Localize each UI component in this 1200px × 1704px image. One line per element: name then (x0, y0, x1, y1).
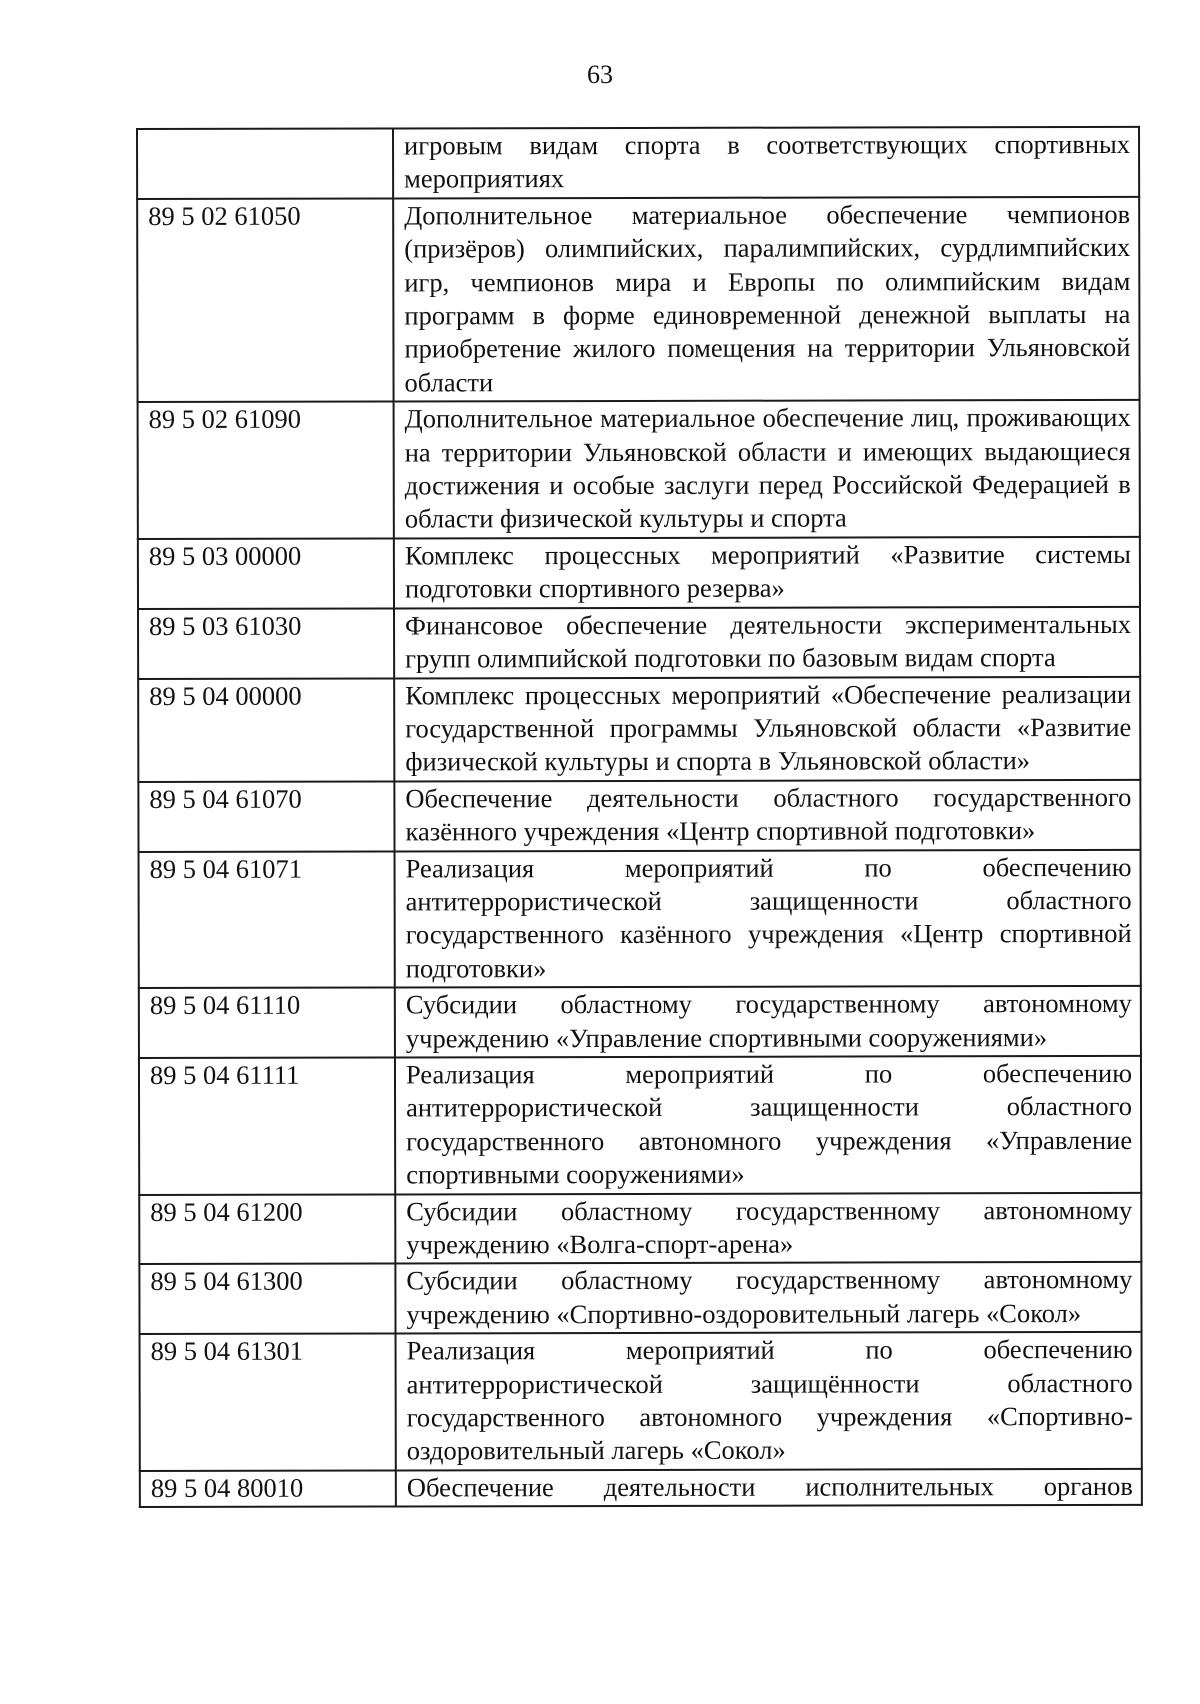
table-row (140, 1469, 1142, 1508)
table-row (139, 1192, 1141, 1264)
row-code: 89 5 02 61090 (138, 402, 394, 539)
row-description: Дополнительное материальное обеспечение чемпионов (призёров) олимпийских, паралимпийских, сурдлимпийских игр, чемпионов мира и Европы по олимпийским видам программ в форме единовременной денежной выплаты на приобретение жилого помещения на территории Ульяновской области (393, 197, 1139, 402)
table-row (137, 127, 1139, 199)
table-row (138, 676, 1140, 781)
row-description: Реализация мероприятий по обеспечению антитеррористической защищённости областного государственного автономного учреждения «Спортивно-оздоровительный лагерь «Сокол» (396, 1332, 1142, 1470)
table-row (139, 1262, 1141, 1334)
row-code: 89 5 02 61050 (137, 198, 393, 402)
row-description: Финансовое обеспечение деятельности экспериментальных групп олимпийской подготовки по базовым видам спорта (394, 607, 1140, 678)
row-description: Субсидии областному государственному автономному учреждению «Волга-спорт-арена» (395, 1192, 1141, 1263)
row-code: 89 5 04 61111 (139, 1057, 395, 1194)
table-row (139, 849, 1141, 988)
row-code: 89 5 04 61200 (139, 1194, 395, 1264)
budget-classification-table (136, 126, 1143, 1508)
row-description: игровым видам спорта в соответствующих спортивных мероприятиях (393, 127, 1139, 198)
row-description: Субсидии областному государственному автономному учреждению «Управление спортивными сооружениями» (395, 986, 1141, 1057)
row-code: 89 5 03 61030 (138, 608, 394, 678)
row-description: Обеспечение деятельности областного государственного казённого учреждения «Центр спортивной подготовки» (394, 780, 1140, 851)
row-code: 89 5 04 00000 (138, 678, 394, 782)
table-row (138, 607, 1140, 679)
row-code: 89 5 04 61071 (139, 851, 395, 988)
row-code (137, 128, 393, 198)
table-row (138, 537, 1140, 609)
row-description: Дополнительное материальное обеспечение лиц, проживающих на территории Ульяновской области и имеющих выдающиеся достижения и особые заслуги перед Российской Федерацией в области физической культуры и спорта (394, 400, 1140, 538)
page-number: 63 (587, 60, 613, 89)
row-code: 89 5 04 61110 (139, 988, 395, 1058)
table-row (137, 197, 1139, 403)
table-row (139, 986, 1141, 1058)
row-description: Реализация мероприятий по обеспечению антитеррористической защищенности областного государственного казённого учреждения «Центр спортивной подготовки» (395, 849, 1141, 987)
table-row (139, 1056, 1141, 1195)
row-description: Комплекс процессных мероприятий «Обеспечение реализации государственной программы Ульяновской области «Развитие физической культуры и спорта в Ульяновской области» (394, 676, 1140, 781)
row-description: Субсидии областному государственному автономному учреждению «Спортивно-оздоровительный лагерь «Сокол» (395, 1262, 1141, 1333)
row-description: Реализация мероприятий по обеспечению антитеррористической защищенности областного государственного автономного учреждения «Управление спортивными сооружениями» (395, 1056, 1141, 1194)
row-code: 89 5 03 00000 (138, 538, 394, 608)
table-row (138, 780, 1140, 852)
table-row (140, 1332, 1142, 1471)
row-code: 89 5 04 61301 (140, 1334, 396, 1471)
row-code: 89 5 04 61070 (138, 781, 394, 851)
row-description: Обеспечение деятельности исполнительных органов (396, 1469, 1142, 1507)
row-description: Комплекс процессных мероприятий «Развитие системы подготовки спортивного резерва» (394, 537, 1140, 608)
row-code: 89 5 04 61300 (139, 1264, 395, 1334)
table-row (138, 400, 1140, 539)
row-code: 89 5 04 80010 (140, 1470, 396, 1507)
